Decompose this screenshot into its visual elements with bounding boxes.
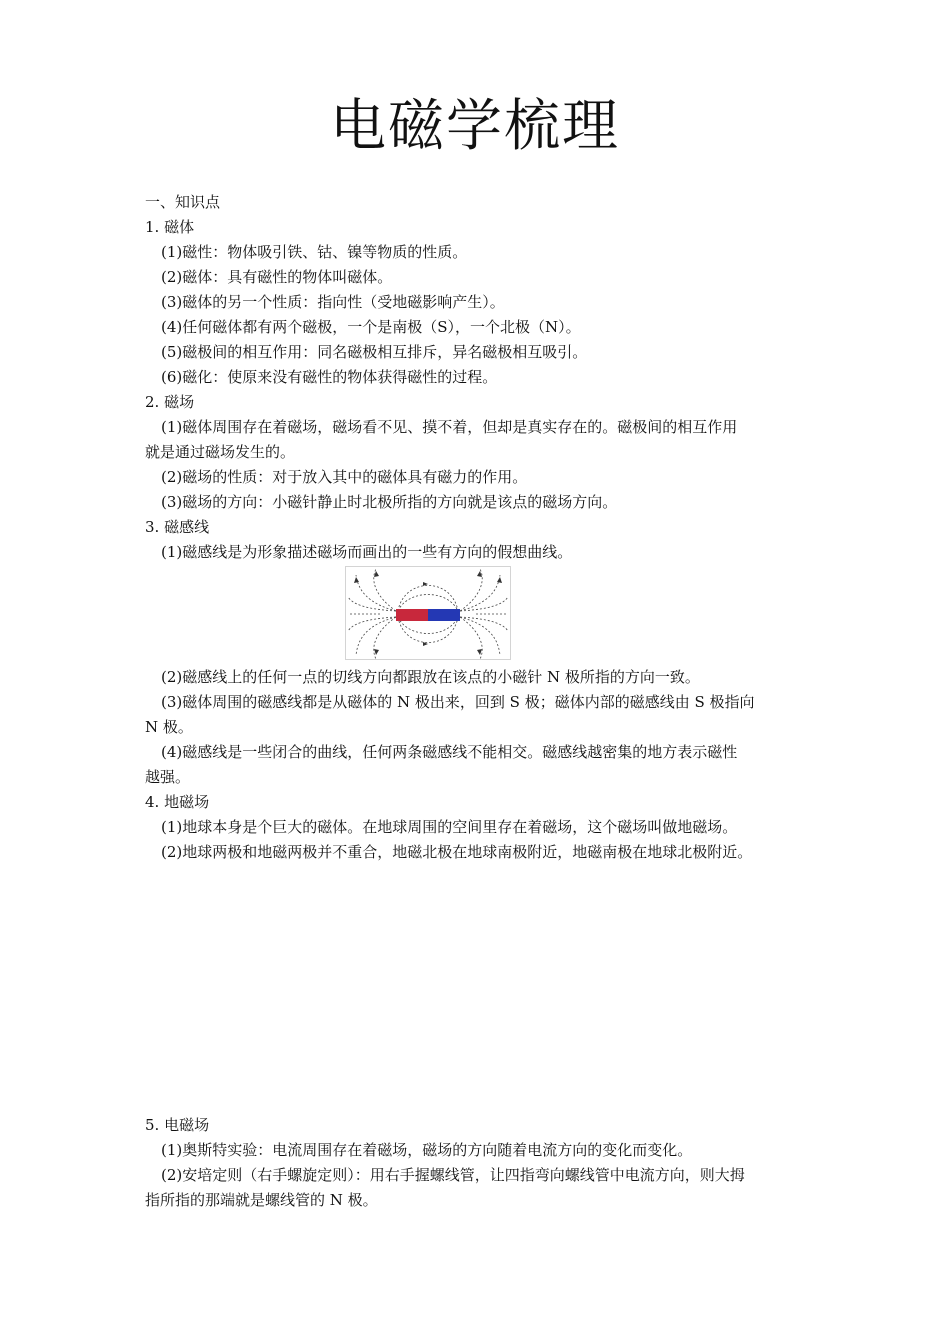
list-item: (6)磁化：使原来没有磁性的物体获得磁性的过程。 [161, 368, 498, 386]
section-heading: 一、知识点 [145, 193, 221, 211]
list-item: (3)磁体的另一个性质：指向性（受地磁影响产生）。 [161, 293, 505, 311]
list-item: (5)磁极间的相互作用：同名磁极相互排斥，异名磁极相互吸引。 [161, 343, 588, 361]
list-item-continuation: 就是通过磁场发生的。 [145, 443, 296, 461]
magnet-pole-blue [428, 609, 460, 621]
subsection-heading: 2. 磁场 [145, 393, 195, 411]
list-item: (2)地球两极和地磁两极并不重合，地磁北极在地球南极附近，地磁南极在地球北极附近。 [161, 843, 753, 861]
list-item: (4)任何磁体都有两个磁极，一个是南极（S），一个北极（N）。 [161, 318, 581, 336]
list-item-continuation: N 极。 [145, 718, 193, 736]
list-item: (4)磁感线是一些闭合的曲线，任何两条磁感线不能相交。磁感线越密集的地方表示磁性 [161, 743, 738, 761]
list-item-continuation: 越强。 [145, 768, 191, 786]
page-title: 电磁学梳理 [330, 94, 620, 159]
subsection-heading: 4. 地磁场 [145, 793, 210, 811]
list-item: (2)安培定则（右手螺旋定则）：用右手握螺线管，让四指弯向螺线管中电流方向，则大拇 [161, 1166, 745, 1184]
list-item: (1)地球本身是个巨大的磁体。在地球周围的空间里存在着磁场，这个磁场叫做地磁场。 [161, 818, 738, 836]
list-item: (3)磁场的方向：小磁针静止时北极所指的方向就是该点的磁场方向。 [161, 493, 618, 511]
list-item: (2)磁体：具有磁性的物体叫磁体。 [161, 268, 393, 286]
list-item: (2)磁场的性质：对于放入其中的磁体具有磁力的作用。 [161, 468, 528, 486]
list-item: (1)奥斯特实验：电流周围存在着磁场，磁场的方向随着电流方向的变化而变化。 [161, 1141, 693, 1159]
list-item-continuation: 指所指的那端就是螺线管的 N 极。 [145, 1191, 378, 1209]
magnetic-field-lines-diagram [346, 567, 510, 659]
list-item: (1)磁感线是为形象描述磁场而画出的一些有方向的假想曲线。 [161, 543, 573, 561]
subsection-heading: 1. 磁体 [145, 218, 195, 236]
bar-magnet-field-figure [345, 566, 511, 660]
subsection-heading: 3. 磁感线 [145, 518, 210, 536]
list-item: (1)磁性：物体吸引铁、钴、镍等物质的性质。 [161, 243, 468, 261]
magnet-pole-red [396, 609, 428, 621]
list-item: (3)磁体周围的磁感线都是从磁体的 N 极出来，回到 S 极；磁体内部的磁感线由 S 极指向 [161, 693, 755, 711]
list-item: (2)磁感线上的任何一点的切线方向都跟放在该点的小磁针 N 极所指的方向一致。 [161, 668, 700, 686]
subsection-heading: 5. 电磁场 [145, 1116, 210, 1134]
list-item: (1)磁体周围存在着磁场，磁场看不见、摸不着，但却是真实存在的。磁极间的相互作用 [161, 418, 738, 436]
